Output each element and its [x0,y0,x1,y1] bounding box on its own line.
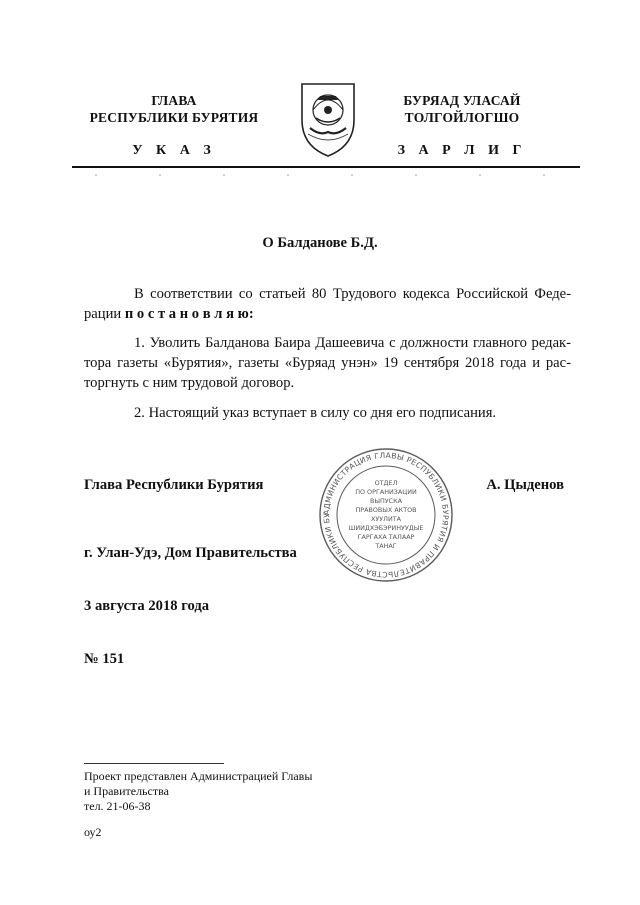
header-left-line1: ГЛАВА [151,93,197,108]
clause-2-line1: 2. Настоящий указ вступает в силу со дня его подписания. [134,405,497,421]
stamp-line: ШИИДХЭБЭРИНУУДЫЕ [348,524,424,532]
footer-line2: и Правительства [84,784,169,798]
footer-rule [84,763,224,764]
doc-type-bur: З А Р Л И Г [397,143,527,158]
signatory-position: Глава Республики Бурятия [84,477,264,493]
header-right [372,92,552,126]
clause-1 [84,333,571,393]
clause-1-line1: 1. Уволить Балданова Баира Дашеевича с должности главного редак- [134,335,571,351]
official-stamp [318,447,454,583]
preamble-line2 [84,304,571,324]
preamble [84,284,571,324]
issue-date: 3 августа 2018 года [84,598,210,614]
stamp-line: ГАРГАХА ТАЛААР [357,533,415,541]
clause-1-line2: тора газеты «Бурятия», газеты «Буряад унэн» 19 сентября 2018 года и рас- [84,355,571,371]
decree-number: № 151 [84,651,125,667]
stamp-line: ВЫПУСКА [369,497,403,505]
header-right-line2: ТОЛГОЙЛОГШО [404,110,520,125]
footer-code: оу2 [84,825,102,839]
footer-line1: Проект представлен Администрацией Главы [84,769,313,783]
issue-place: г. Улан-Удэ, Дом Правительства [84,545,297,561]
stamp-line: ХУУЛИТА [370,515,402,523]
decree-title: О Балданове Б.Д. [262,235,378,251]
republic-emblem-icon [296,80,360,158]
stamp-line: ОТДЕЛ [374,479,398,487]
footer-phone: тел. 21-06-38 [84,799,151,813]
header-left [84,92,264,126]
doc-type-ru: У К А З [132,143,216,158]
stamp-line: ПО ОРГАНИЗАЦИИ [355,488,417,496]
preamble-line2-start: рации [84,306,125,322]
header-dotted-line [72,173,580,177]
clause-2 [84,403,571,423]
signatory-name: А. Цыденов [486,477,564,493]
stamp-line: ПРАВОВЫХ АКТОВ [355,506,417,514]
stamp-line: ТАНАГ [375,542,397,550]
header-left-line2: РЕСПУБЛИКИ БУРЯТИЯ [89,110,259,125]
clause-1-line3: торгнуть с ним трудовой договор. [84,375,295,391]
stamp-ring-text: АДМИНИСТРАЦИЯ ГЛАВЫ РЕСПУБЛИКИ БУРЯТИЯ И ПРАВИТЕЛЬСТВА РЕСПУБЛИКИ БУ [321,450,451,580]
header-rule [72,166,580,168]
header-right-line1: БУРЯАД УЛАСАЙ [403,93,521,108]
preamble-line1: В соответствии со статьей 80 Трудового кодекса Российской Феде- [134,286,571,302]
footer-note [84,769,312,814]
decree-word: п о с т а н о в л я ю: [124,306,254,322]
